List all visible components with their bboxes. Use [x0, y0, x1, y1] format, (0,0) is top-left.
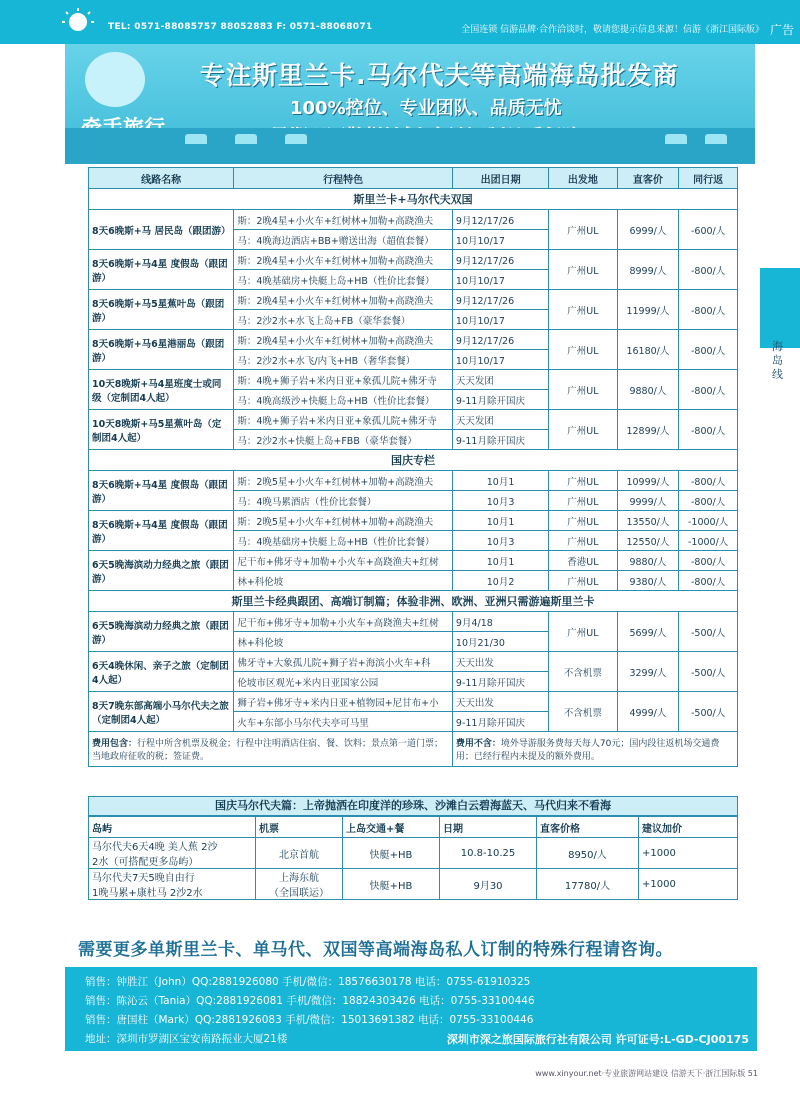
col-air: 机票: [256, 817, 343, 838]
feature-line: 斯：2晚4星+小火车+红树林+加勒+高跷渔夫: [234, 250, 453, 270]
feature-line: 斯：4晚+狮子岩+米内日亚+象孤儿院+佛牙寺: [234, 370, 453, 390]
date-line: 天天发团: [452, 370, 548, 390]
feature-line: 马：4晚高级沙+快艇上岛+HB（性价比套餐）: [234, 390, 453, 410]
island-line: 1晚马累+康杜马 2沙2水: [92, 888, 203, 899]
contact-address: 地址：深圳市罗湖区宝安南路振业大厦21楼: [85, 1033, 288, 1045]
cost-included-label: 费用包含：: [92, 739, 138, 749]
price: 8999/人: [617, 250, 679, 290]
maldives-header: [89, 817, 738, 838]
table-row: [89, 511, 738, 531]
feature-line: 伦坡市区观光+米内日亚国家公园: [234, 672, 453, 692]
departure-city: 广州UL: [549, 410, 617, 450]
price: 4999/人: [617, 692, 679, 732]
section-classic-tours: 斯里兰卡经典跟团、高端订制篇；体验非洲、欧洲、亚洲只需游遍斯里兰卡: [89, 591, 738, 612]
transfer: 快艇+HB: [343, 838, 440, 869]
col-feature: 行程特色: [234, 168, 453, 189]
section-srilanka-maldives: 斯里兰卡+马尔代夫双国: [89, 189, 738, 210]
feature-line: 马：4晚基础房+快艇上岛+HB（性价比套餐）: [234, 270, 453, 290]
price: 9880/人: [617, 551, 679, 571]
departure-city: 不含机票: [549, 692, 617, 732]
price: 16180/人: [617, 330, 679, 370]
route-name: 8天6晚斯+马6星港丽岛（跟团游）: [89, 330, 234, 370]
table-row: [89, 290, 738, 310]
table-row: [89, 612, 738, 632]
price: 10999/人: [617, 471, 679, 491]
island: [89, 869, 256, 900]
table-row: [89, 330, 738, 350]
date-line: 9-11月除开国庆: [452, 672, 548, 692]
feature-line: 火车+东部小马尔代夫亭可马里: [234, 712, 453, 732]
villa-icon: [705, 134, 727, 144]
feature-line: 尼干布+佛牙寺+加勒+小火车+高跷渔夫+红树: [234, 612, 453, 632]
contact-panel: [65, 967, 757, 1051]
villa-icon: [665, 134, 687, 144]
price: 13550/人: [617, 511, 679, 531]
airline-line: （全国联运）: [269, 888, 329, 899]
date-line: 10月10/17: [452, 230, 548, 250]
route-name: 10天8晚斯+马5星蕉叶岛（定制团4人起）: [89, 410, 234, 450]
col-markup: 建议加价: [639, 817, 738, 838]
water-villa-scene: [65, 128, 755, 164]
feature-line: 马：4晚基础房+快艇上岛+HB（性价比套餐）: [234, 531, 453, 551]
departure-city: 香港UL: [549, 551, 617, 571]
price: 12550/人: [617, 531, 679, 551]
feature-line: 尼干布+佛牙寺+加勒+小火车+高跷渔夫+红树: [234, 551, 453, 571]
col-price: 直客价格: [537, 817, 639, 838]
date-line: 天天出发: [452, 692, 548, 712]
rebate: -800/人: [679, 290, 738, 330]
route-name: 10天8晚斯+马4星班度士或同级（定制团4人起）: [89, 370, 234, 410]
feature-line: 斯：4晚+狮子岩+米内日亚+象孤儿院+佛牙寺: [234, 410, 453, 430]
price: 9380/人: [617, 571, 679, 591]
departure-city: 广州UL: [549, 511, 617, 531]
section-national-day: 国庆专栏: [89, 450, 738, 471]
table-row: [89, 869, 738, 900]
date-line: 天天发团: [452, 410, 548, 430]
date: 10.8-10.25: [440, 838, 537, 869]
date-line: 天天出发: [452, 652, 548, 672]
table-row: [89, 250, 738, 270]
price: 8950/人: [537, 838, 639, 869]
date-line: 10月1: [452, 471, 548, 491]
date-line: 9-11月除开国庆: [452, 390, 548, 410]
departure-city: 广州UL: [549, 612, 617, 652]
departure-city: 广州UL: [549, 471, 617, 491]
rebate: -1000/人: [679, 511, 738, 531]
cost-notes: [89, 732, 738, 767]
route-table: [88, 167, 738, 767]
headline: 专注斯里兰卡.马尔代夫等高端海岛批发商: [200, 61, 679, 90]
airline: [256, 869, 343, 900]
route-name: 8天6晚斯+马 居民岛（跟团游）: [89, 210, 234, 250]
slogan: 需要更多单斯里兰卡、单马代、双国等高端海岛私人订制的特殊行程请咨询。: [78, 940, 673, 960]
rebate: -800/人: [679, 551, 738, 571]
rebate: -800/人: [679, 330, 738, 370]
header-tel: TEL: 0571-88085757 88052883 F: 0571-88068071: [108, 22, 373, 32]
company-license: 深圳市深之旅国际旅行社有限公司 许可证号:L-GD-CJ00175: [446, 1033, 749, 1046]
col-price: 直客价: [617, 168, 679, 189]
feature-line: 马：2沙2水+水飞上岛+FB（豪华套餐）: [234, 310, 453, 330]
page-footer: www.xinyour.net·专业旅游网站建设 信游天下·浙江国际版 51: [535, 1069, 758, 1078]
rebate: -600/人: [679, 210, 738, 250]
route-name: 8天6晚斯+马4星 度假岛（跟团游）: [89, 511, 234, 551]
markup: +1000: [639, 838, 738, 869]
airline: 北京首航: [256, 838, 343, 869]
departure-city: 广州UL: [549, 571, 617, 591]
rebate: -500/人: [679, 612, 738, 652]
side-tab: [760, 268, 800, 348]
date-line: 10月2: [452, 571, 548, 591]
contact-sales-2: 销售：陈沁云（Tania）QQ:2881926081 手机/微信：18824303426 电话：0755-33100446: [85, 995, 535, 1007]
price: 3299/人: [617, 652, 679, 692]
cost-excluded: [452, 732, 737, 767]
feature-line: 斯：2晚4星+小火车+红树林+加勒+高跷渔夫: [234, 210, 453, 230]
date-line: 10月1: [452, 511, 548, 531]
table-row: [89, 652, 738, 672]
date: 9月30: [440, 869, 537, 900]
feature-line: 马：2沙2水+快艇上岛+FBB（豪华套餐）: [234, 430, 453, 450]
feature-line: 佛牙寺+大象孤儿院+狮子岩+海滨小火车+科: [234, 652, 453, 672]
feature-line: 林+科伦坡: [234, 571, 453, 591]
price: 12899/人: [617, 410, 679, 450]
col-date: 出团日期: [452, 168, 548, 189]
departure-city: 广州UL: [549, 370, 617, 410]
rebate: -800/人: [679, 410, 738, 450]
section-title: [89, 591, 738, 612]
date-line: 9月4/18: [452, 612, 548, 632]
col-city: 出发地: [549, 168, 617, 189]
date-line: 10月10/17: [452, 350, 548, 370]
date-line: 10月3: [452, 491, 548, 511]
date-line: 10月10/17: [452, 310, 548, 330]
col-transfer: 上岛交通+餐: [343, 817, 440, 838]
villa-icon: [285, 134, 307, 144]
route-name: 8天7晚东部高端小马尔代夫之旅（定制团4人起）: [89, 692, 234, 732]
date-line: 10月10/17: [452, 270, 548, 290]
table-row: [89, 410, 738, 430]
table-row: [89, 692, 738, 712]
section-title: [89, 189, 738, 210]
table-row: [89, 551, 738, 571]
departure-city: 广州UL: [549, 290, 617, 330]
table-header: [89, 168, 738, 189]
date-line: 10月1: [452, 551, 548, 571]
table-row: [89, 210, 738, 230]
table-row: [89, 471, 738, 491]
island-line: 马尔代夫6天4晚 美人蕉 2沙: [92, 842, 218, 853]
island: [89, 838, 256, 869]
departure-city: 广州UL: [549, 330, 617, 370]
transfer: 快艇+HB: [343, 869, 440, 900]
departure-city: 广州UL: [549, 210, 617, 250]
rebate: -800/人: [679, 250, 738, 290]
island-line: 2水（可搭配更多岛屿）: [92, 857, 199, 868]
price: 9880/人: [617, 370, 679, 410]
date-line: 10月21/30: [452, 632, 548, 652]
markup: +1000: [639, 869, 738, 900]
feature-line: 狮子岩+佛牙寺+米内日亚+植物园+尼甘布+小: [234, 692, 453, 712]
section-title: [89, 450, 738, 471]
feature-line: 马：4晚马累酒店（性价比套餐）: [234, 491, 453, 511]
feature-line: 斯：2晚5星+小火车+红树林+加勒+高跷渔夫: [234, 471, 453, 491]
cost-included-text: 行程中所含机票及税金；行程中注明酒店住宿、餐、饮料；景点第一道门票；当地政府征收的税；签证费。: [92, 739, 444, 762]
date-line: 9月12/17/26: [452, 290, 548, 310]
date-line: 9-11月除开国庆: [452, 712, 548, 732]
side-label: 海岛线: [772, 340, 783, 381]
top-bar: [0, 0, 800, 44]
date-line: 9-11月除开国庆: [452, 430, 548, 450]
ad-label: 广告: [769, 23, 794, 37]
island-line: 马尔代夫7天5晚自由行: [92, 873, 195, 884]
route-name: 6天4晚休闲、亲子之旅（定制团4人起）: [89, 652, 234, 692]
route-name: 8天6晚斯+马5星蕉叶岛（跟团游）: [89, 290, 234, 330]
date-line: 10月3: [452, 531, 548, 551]
date-line: 9月12/17/26: [452, 330, 548, 350]
feature-line: 林+科伦坡: [234, 632, 453, 652]
departure-city: 广州UL: [549, 250, 617, 290]
col-route: 线路名称: [89, 168, 234, 189]
banner: [65, 44, 755, 164]
price: 5699/人: [617, 612, 679, 652]
subheadline-1: 100%控位、专业团队、品质无忧: [290, 98, 562, 119]
mascot-icon: [85, 52, 145, 107]
logo-icon: [50, 6, 106, 40]
route-name: 6天5晚海滨动力经典之旅（跟团游）: [89, 612, 234, 652]
feature-line: 马：4晚海边酒店+BB+赠送出海（超值套餐）: [234, 230, 453, 250]
header-notice: 全国连锁 信游品牌·合作洽谈时，敬请您提示信息来源！信游《浙江国际版》: [461, 25, 764, 35]
villa-icon: [185, 134, 207, 144]
departure-city: 广州UL: [549, 531, 617, 551]
feature-line: 斯：2晚5星+小火车+红树林+加勒+高跷渔夫: [234, 511, 453, 531]
airline-line: 上海东航: [279, 873, 319, 884]
price: 9999/人: [617, 491, 679, 511]
rebate: -800/人: [679, 370, 738, 410]
rebate: -800/人: [679, 491, 738, 511]
route-name: 6天5晚海滨动力经典之旅（跟团游）: [89, 551, 234, 591]
villa-icon: [235, 134, 257, 144]
table-row: [89, 838, 738, 869]
feature-line: 斯：2晚4星+小火车+红树林+加勒+高跷渔夫: [234, 290, 453, 310]
route-name: 8天6晚斯+马4星 度假岛（跟团游）: [89, 250, 234, 290]
cost-excluded-text: 境外导游服务费每天每人70元；国内段往返机场交通费用；已经行程内未提及的额外费用。: [455, 739, 720, 762]
route-name: 8天6晚斯+马4星 度假岛（跟团游）: [89, 471, 234, 511]
price: 6999/人: [617, 210, 679, 250]
date-line: 9月12/17/26: [452, 210, 548, 230]
col-date: 日期: [440, 817, 537, 838]
feature-line: 斯：2晚4星+小火车+红树林+加勒+高跷渔夫: [234, 330, 453, 350]
date-line: 9月12/17/26: [452, 250, 548, 270]
departure-city: 不含机票: [549, 652, 617, 692]
cost-excluded-label: 费用不含：: [455, 739, 501, 749]
contact-sales-3: 销售：唐国柱（Mark）QQ:2881926083 手机/微信：15013691382 电话：0755-33100446: [85, 1014, 534, 1026]
maldives-title: 国庆马尔代夫篇：上帝抛洒在印度洋的珍珠、沙滩白云碧海蓝天、马代归来不看海: [88, 796, 738, 816]
rebate: -800/人: [679, 571, 738, 591]
col-rebate: 同行返: [679, 168, 738, 189]
feature-line: 马：2沙2水+水飞/内飞+HB（奢华套餐）: [234, 350, 453, 370]
rebate: -500/人: [679, 652, 738, 692]
maldives-table: [88, 816, 738, 900]
rebate: -800/人: [679, 471, 738, 491]
departure-city: 广州UL: [549, 491, 617, 511]
table-row: [89, 370, 738, 390]
price: 11999/人: [617, 290, 679, 330]
contact-sales-1: 销售：钟胜江（John）QQ:2881926080 手机/微信：18576630178 电话：0755-61910325: [85, 976, 531, 988]
price: 17780/人: [537, 869, 639, 900]
cost-included: [89, 732, 453, 767]
rebate: -500/人: [679, 692, 738, 732]
col-island: 岛屿: [89, 817, 256, 838]
rebate: -1000/人: [679, 531, 738, 551]
